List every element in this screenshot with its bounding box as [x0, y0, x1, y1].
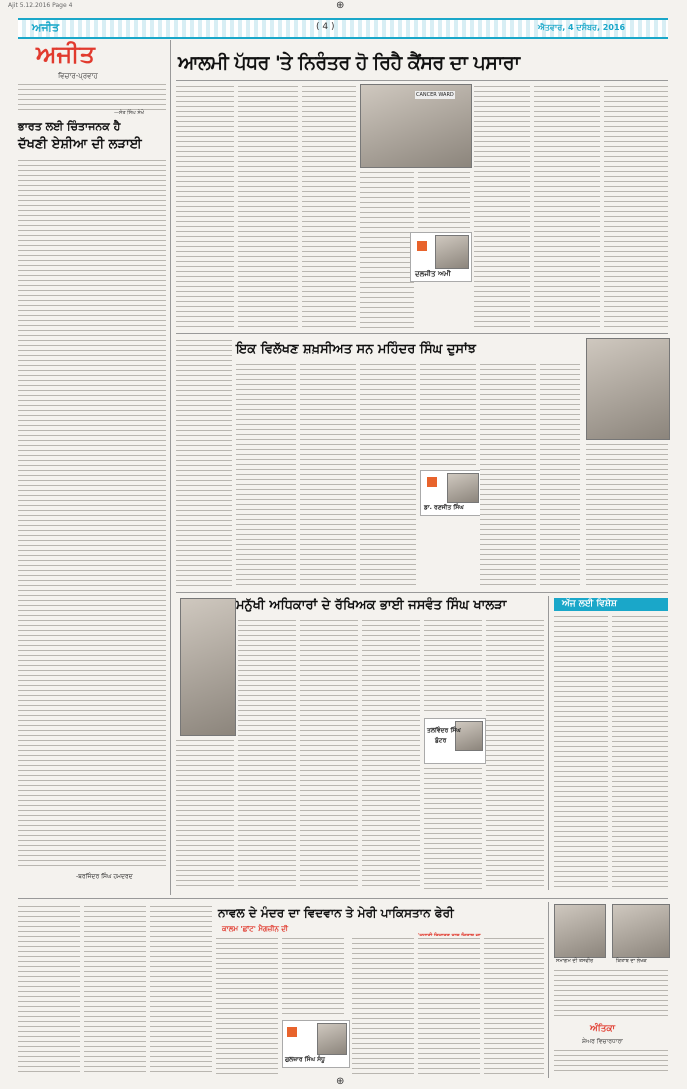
cancer-author: ਦਲਜੀਤ ਅਮੀ [415, 270, 451, 278]
bottom-photo-2 [612, 904, 670, 958]
rule [176, 80, 668, 81]
cancer-col-8 [604, 84, 668, 329]
novel-col-8 [484, 936, 544, 1076]
bottom-right-sub: ਸ਼ੇਅਰ ਵਿਚਾਰਧਾਰਾ [582, 1038, 623, 1045]
mohinder-col-5 [420, 362, 476, 466]
jaswant-headline: ਮਨੁੱਖੀ ਅਧਿਕਾਰਾਂ ਦੇ ਰੱਖਿਅਕ ਭਾਈ ਜਸਵੰਤ ਸਿੰਘ ਖਾਲੜਾ [236, 598, 507, 613]
bottom-right-title: ਅੰਤਿਕਾ [590, 1024, 616, 1034]
mohinder-col-3 [300, 362, 356, 588]
placeholder-icon [427, 477, 437, 487]
mohinder-col-1 [176, 338, 232, 588]
author-photo [455, 721, 483, 751]
today-special-label: ਅੱਜ ਲਈ ਵਿਸ਼ੇਸ਼ [562, 599, 617, 609]
novel-author-box [282, 1020, 350, 1068]
jaswant-author-1: ਤਲਵਿੰਦਰ ਸਿੰਘ [427, 727, 461, 734]
rule [176, 592, 668, 593]
column-rule [548, 596, 549, 890]
jaswant-author-2: ਬੁੱਟਰ [435, 737, 447, 744]
author-photo [447, 473, 479, 503]
registration-mark: ⊕ [336, 0, 345, 11]
jaswant-col-4 [362, 618, 420, 890]
cancer-photo-sign: CANCER WARD [416, 92, 454, 98]
rule [176, 333, 668, 334]
bottom-right-verse [554, 1048, 668, 1074]
jaswant-col-3 [300, 618, 358, 890]
novel-col-6 [352, 936, 414, 1076]
novel-col-4 [216, 936, 278, 1076]
novel-col-1 [18, 904, 80, 1076]
quote-author: —ਸੰਤ ਸਿੰਘ ਸੇਖੋਂ [114, 110, 144, 116]
cancer-author-box [410, 232, 472, 282]
editorial-body [18, 158, 166, 868]
today-col-1 [554, 614, 608, 890]
mohinder-col-7 [540, 362, 580, 588]
placeholder-icon [417, 241, 427, 251]
jaswant-photo [180, 598, 236, 736]
registration-mark: ⊕ [336, 1076, 345, 1087]
masthead-date: ਐਤਵਾਰ, 4 ਦਸੰਬਰ, 2016 [538, 23, 626, 32]
today-col-2 [612, 614, 668, 890]
cancer-col-3 [302, 84, 356, 329]
jaswant-col-7 [486, 618, 544, 890]
novel-col-5 [282, 936, 344, 1016]
page-number: ( 4 ) [316, 22, 335, 32]
novel-col-2 [84, 904, 146, 1076]
jaswant-col-1 [176, 738, 234, 890]
editorial-headline-2: ਦੱਖਣੀ ਏਸ਼ੀਆ ਦੀ ਲੜਾਈ [18, 137, 142, 152]
novel-column-box [418, 922, 486, 934]
novel-headline: ਨਾਵਲ ਦੇ ਮੰਦਰ ਦਾ ਵਿਦਵਾਨ ਤੇ ਮੇਰੀ ਪਾਕਿਸਤਾਨ ਫੇਰੀ [218, 906, 454, 920]
rule [18, 898, 668, 899]
cancer-col-7 [534, 84, 600, 329]
novel-col-3 [150, 904, 212, 1076]
jaswant-col-6 [424, 766, 482, 890]
cancer-col-4 [360, 170, 414, 329]
mohinder-col-4 [360, 362, 416, 588]
editorial-headline-1: ਭਾਰਤ ਲਈ ਚਿੰਤਾਜਨਕ ਹੈ [18, 120, 121, 133]
mohinder-col-2 [236, 362, 296, 588]
cancer-headline: ਆਲਮੀ ਪੱਧਰ 'ਤੇ ਨਿਰੰਤਰ ਹੋ ਰਿਹੈ ਕੈਂਸਰ ਦਾ ਪਸਾਰਾ [178, 52, 520, 74]
column-rule [548, 902, 549, 1078]
cancer-col-1 [176, 84, 234, 329]
editorial-signature: -ਬਰਜਿੰਦਰ ਸਿੰਘ ਹਮਦਰਦ [76, 873, 133, 880]
placeholder-icon [287, 1027, 297, 1037]
cancer-col-6 [474, 84, 530, 329]
bottom-right-text [554, 968, 668, 1020]
author-photo [435, 235, 469, 269]
novel-col-7 [418, 936, 480, 1076]
mohinder-author-box [420, 470, 482, 516]
mohinder-photo [586, 338, 670, 440]
mohinder-headline: ਇਕ ਵਿਲੱਖਣ ਸ਼ਖ਼ਸੀਅਤ ਸਨ ਮਹਿੰਦਰ ਸਿੰਘ ਦੁਸਾਂਝ [236, 342, 476, 357]
author-photo [317, 1023, 347, 1055]
jaswant-col-2 [238, 618, 296, 890]
today-special-header [554, 598, 668, 611]
editorial-logo: ਅਜੀਤ [36, 40, 95, 68]
bottom-caption-1: ਸਮਾਗਮ ਦੀ ਤਸਵੀਰ [556, 958, 594, 964]
masthead-strip [18, 18, 668, 39]
mohinder-col-6 [480, 362, 536, 588]
bottom-caption-2: ਕਿਤਾਬ ਦਾ ਲੇਖਕ [616, 958, 647, 964]
novel-column-title: ਕਾਲਮ 'ਛਾਂਟ' ਮੈਗਜ਼ੀਨ ਦੀ [222, 925, 289, 933]
column-rule [170, 40, 171, 895]
mohinder-col-8 [586, 442, 668, 588]
bottom-photo-1 [554, 904, 606, 958]
jaswant-col-5 [424, 618, 482, 714]
cancer-col-2 [238, 84, 298, 329]
editorial-logo-sub: ਵਿਚਾਰ-ਪ੍ਰਵਾਹ [58, 72, 98, 80]
masthead-left: ਅਜੀਤ [32, 21, 59, 34]
editorial-section [18, 38, 166, 895]
cancer-col-5 [418, 170, 470, 229]
novel-author: ਗੁਲਜ਼ਾਰ ਸਿੰਘ ਸੰਧੂ [285, 1056, 325, 1063]
cancer-ward-photo [360, 84, 472, 168]
editorial-quote [18, 82, 166, 110]
printer-line: Ajit 5.12.2016 Page 4 [8, 2, 73, 9]
mohinder-author: ਡਾ. ਰਣਜੀਤ ਸਿੰਘ [424, 504, 464, 511]
jaswant-author-box [424, 718, 486, 764]
